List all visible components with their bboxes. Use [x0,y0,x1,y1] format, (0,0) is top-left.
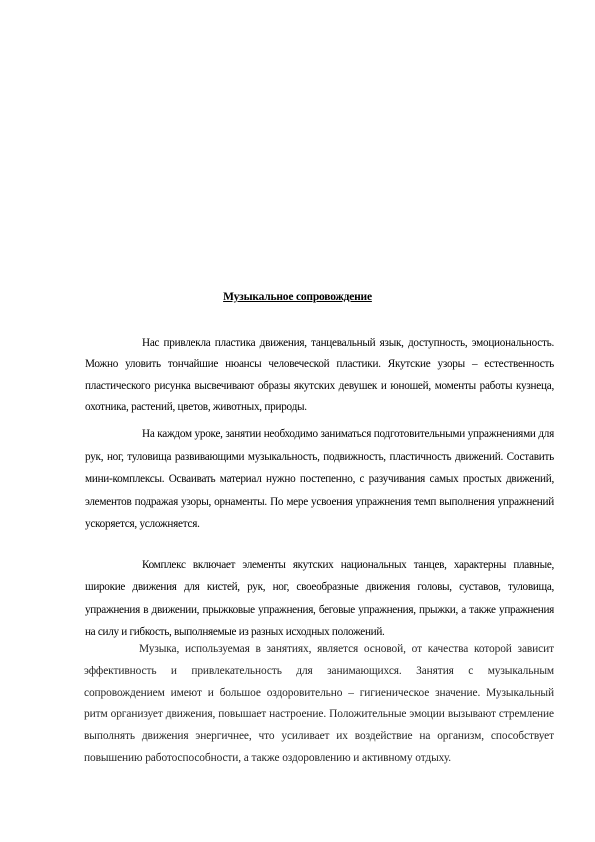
paragraph-3: Комплекс включает элементы якутских национальных танцев, характерны плавные, широкие движения для кистей, рук, ног, своеобразные движения головы, суставов, туловища, упражнения в движении, прыжковые упражнения, беговые упражнения, прыжки, а также упражнения на силу и гибкость, выполняемые из разных исходных положений. [85,559,554,638]
paragraph-4: Музыка, используемая в занятиях, является основой, от качества которой зависит эффективность и привлекательность для занимающихся. Занятия с музыкальным сопровождением имеют и большое оздоровительно – гигиеническое значение. Музыкальный ритм организует движения, повышает настроение. Положительные эмоции вызывают стремление выполнять движения энергичнее, что усиливает их воздействие на организм, способствует повышению работоспособности, а также оздоровлению и активному отдыху. [84,643,554,764]
paragraph-2: На каждом уроке, занятии необходимо заниматься подготовительными упражнениями для рук, ног, туловища развивающими музыкальность, подвижность, пластичность движений. Составить мини-комплексы. Осваивать материал нужно постепенно, с разучивания самых простых движений, элементов подражая узоры, орнаменты. По мере усвоения упражнения темп выполнения упражнений ускоряется, усложняется. [85,428,554,530]
paragraph-1: Нас привлекла пластика движения, танцевальный язык, доступность, эмоциональность. Можно уловить тончайшие нюансы человеческой пластики. Якутские узоры – естественность пластического рисунка высвечивают образы якутских девушек и юношей, моменты работы кузнеца, охотника, растений, цветов, животных, природы. [85,337,554,413]
document-title: Музыкальное сопровождение [223,291,372,303]
